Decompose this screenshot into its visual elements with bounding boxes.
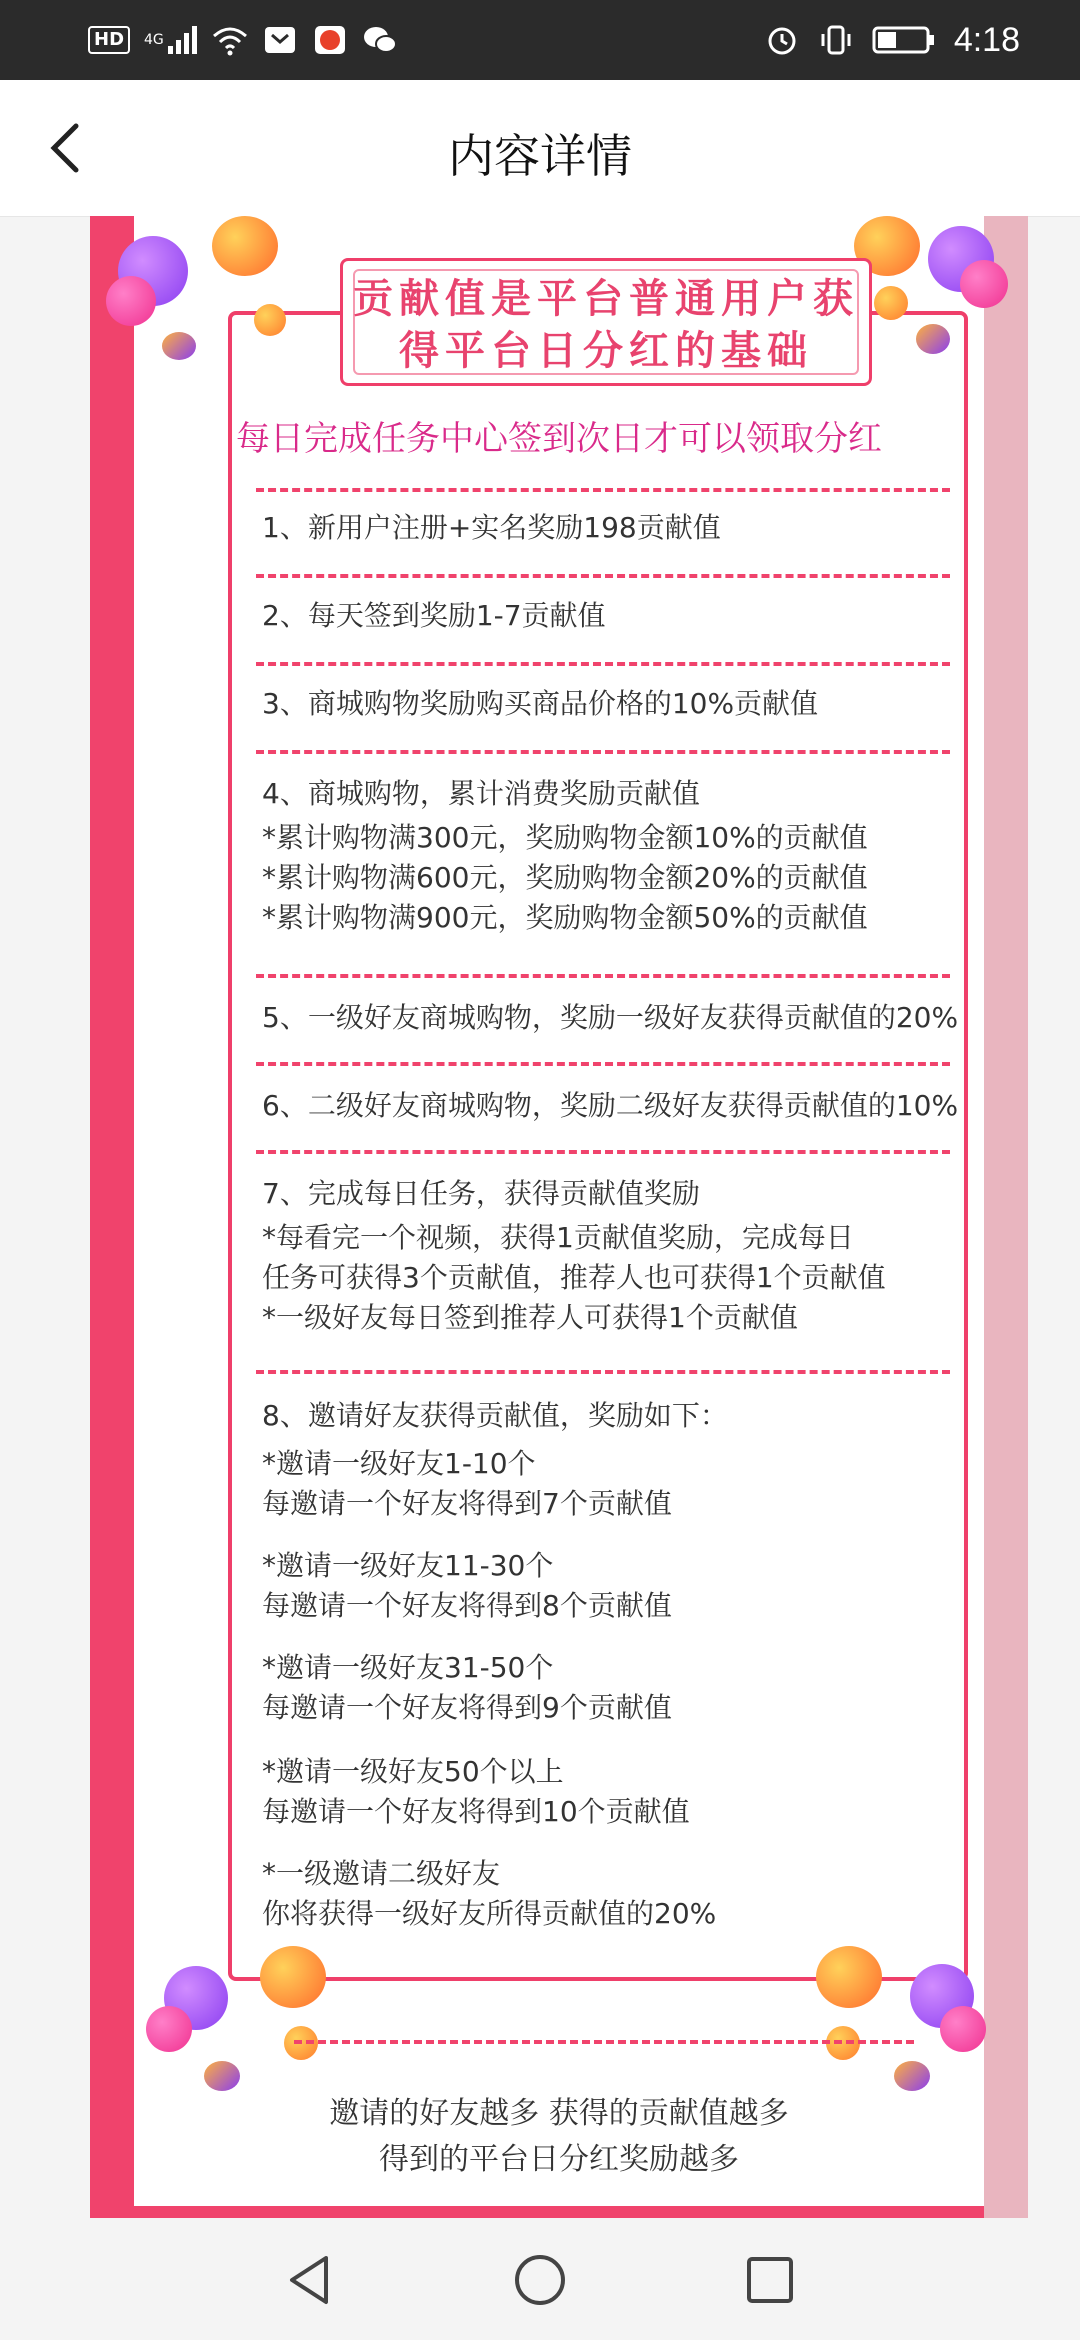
invite-tier-title: *邀请一级好友50个以上 xyxy=(262,1755,564,1788)
balloon-decoration xyxy=(254,304,286,336)
dashed-divider xyxy=(256,662,950,666)
rule-item-6 xyxy=(262,1086,962,1126)
status-left xyxy=(88,18,398,62)
page-title: 内容详情 xyxy=(448,129,632,183)
balloon-decoration xyxy=(212,216,278,276)
balloon-decoration xyxy=(816,1946,882,2008)
dashed-divider xyxy=(256,1150,950,1154)
balloon-decoration xyxy=(162,332,196,360)
invite-tier-title: *邀请一级好友1-10个 xyxy=(262,1447,536,1480)
rule-heading: 7、完成每日任务，获得贡献值奖励 xyxy=(262,1177,700,1210)
invite-tier-title: *一级邀请二级好友 xyxy=(262,1857,501,1890)
balloon-decoration xyxy=(916,324,950,354)
poster-right-stripe xyxy=(984,216,1028,2218)
dashed-divider xyxy=(256,574,950,578)
invite-tier xyxy=(262,1444,962,1524)
invite-tier-title: *邀请一级好友31-50个 xyxy=(262,1651,554,1684)
invite-tier-reward: 每邀请一个好友将得到8个贡献值 xyxy=(262,1589,672,1622)
footer-line-2: 得到的平台日分红奖励越多 xyxy=(379,2142,739,2177)
rule-item-2 xyxy=(262,596,962,636)
status-time: 4:18 xyxy=(953,20,1020,59)
rule-heading: 5、一级好友商城购物，奖励一级好友获得贡献值的20% xyxy=(262,1001,959,1034)
invite-tier xyxy=(262,1854,962,1934)
status-right xyxy=(764,18,1020,62)
dashed-divider xyxy=(256,1370,950,1374)
signal-icon xyxy=(144,26,198,54)
balloon-decoration xyxy=(874,286,908,320)
battery-icon xyxy=(872,25,936,55)
balloon-decoration xyxy=(146,2006,192,2052)
rule-item-4 xyxy=(262,774,962,938)
rule-detail: *累计购物满900元，奖励购物金额50%的贡献值 xyxy=(262,901,868,934)
rule-heading: 1、新用户注册+实名奖励198贡献值 xyxy=(262,511,721,544)
network-type: 4G xyxy=(144,32,164,48)
wifi-icon xyxy=(212,24,248,56)
rule-item-7 xyxy=(262,1174,962,1338)
vibrate-icon xyxy=(818,24,854,56)
banner-line-1: 贡献值是平台普通用户获 xyxy=(353,276,859,322)
invite-tier-reward: 每邀请一个好友将得到9个贡献值 xyxy=(262,1691,672,1724)
rule-heading: 8、邀请好友获得贡献值，奖励如下： xyxy=(262,1399,728,1432)
dashed-divider xyxy=(256,974,950,978)
poster-subtitle: 每日完成任务中心签到次日才可以领取分红 xyxy=(236,419,882,459)
app-icon xyxy=(312,24,348,56)
rule-heading: 2、每天签到奖励1-7贡献值 xyxy=(262,599,606,632)
invite-tier-reward: 每邀请一个好友将得到7个贡献值 xyxy=(262,1487,672,1520)
dashed-divider xyxy=(294,2040,914,2044)
dashed-divider xyxy=(256,488,950,492)
rule-heading: 4、商城购物，累计消费奖励贡献值 xyxy=(262,777,700,810)
balloon-decoration xyxy=(940,2006,986,2052)
rule-item-3 xyxy=(262,684,962,724)
invite-tier xyxy=(262,1546,962,1626)
dashed-divider xyxy=(256,1062,950,1066)
status-bar xyxy=(0,0,1080,80)
invite-tier xyxy=(262,1752,962,1832)
invite-tier-reward: 每邀请一个好友将得到10个贡献值 xyxy=(262,1795,690,1828)
home-circle-icon[interactable] xyxy=(510,2250,570,2310)
app-header xyxy=(0,80,1080,217)
rule-detail: *每看完一个视频，获得1贡献值奖励，完成每日 xyxy=(262,1221,854,1254)
balloon-decoration xyxy=(106,276,156,326)
invite-tier-reward: 你将获得一级好友所得贡献值的20% xyxy=(262,1897,717,1930)
banner-line-2: 得平台日分红的基础 xyxy=(399,328,813,374)
rule-detail: *一级好友每日签到推荐人可获得1个贡献值 xyxy=(262,1301,798,1334)
rule-detail: 任务可获得3个贡献值，推荐人也可获得1个贡献值 xyxy=(262,1261,886,1294)
footer-line-1: 邀请的好友越多 获得的贡献值越多 xyxy=(329,2096,789,2131)
poster-footer xyxy=(134,2091,984,2183)
rule-heading: 6、二级好友商城购物，奖励二级好友获得贡献值的10% xyxy=(262,1089,959,1122)
recents-square-icon[interactable] xyxy=(740,2250,800,2310)
balloon-decoration xyxy=(894,2061,930,2091)
invite-tier-title: *邀请一级好友11-30个 xyxy=(262,1549,554,1582)
hd-icon: HD xyxy=(88,26,130,54)
balloon-decoration xyxy=(960,260,1008,308)
poster-banner xyxy=(340,258,872,386)
dashed-divider xyxy=(256,750,950,754)
wechat-icon xyxy=(362,24,398,56)
back-triangle-icon[interactable] xyxy=(280,2250,340,2310)
balloon-decoration xyxy=(204,2061,240,2091)
rule-detail: *累计购物满600元，奖励购物金额20%的贡献值 xyxy=(262,861,868,894)
rule-item-1 xyxy=(262,508,962,548)
system-nav-bar xyxy=(0,2218,1080,2340)
banner-text xyxy=(343,273,869,377)
rule-item-8 xyxy=(262,1396,962,1934)
rule-detail: *累计购物满300元，奖励购物金额10%的贡献值 xyxy=(262,821,868,854)
balloon-decoration xyxy=(260,1946,326,2008)
rule-item-5 xyxy=(262,998,962,1038)
alarm-icon xyxy=(764,24,800,56)
huawei-icon xyxy=(262,24,298,56)
rule-heading: 3、商城购物奖励购买商品价格的10%贡献值 xyxy=(262,687,819,720)
poster-paper xyxy=(134,216,984,2206)
invite-tier xyxy=(262,1648,962,1728)
content-poster xyxy=(90,216,1028,2218)
